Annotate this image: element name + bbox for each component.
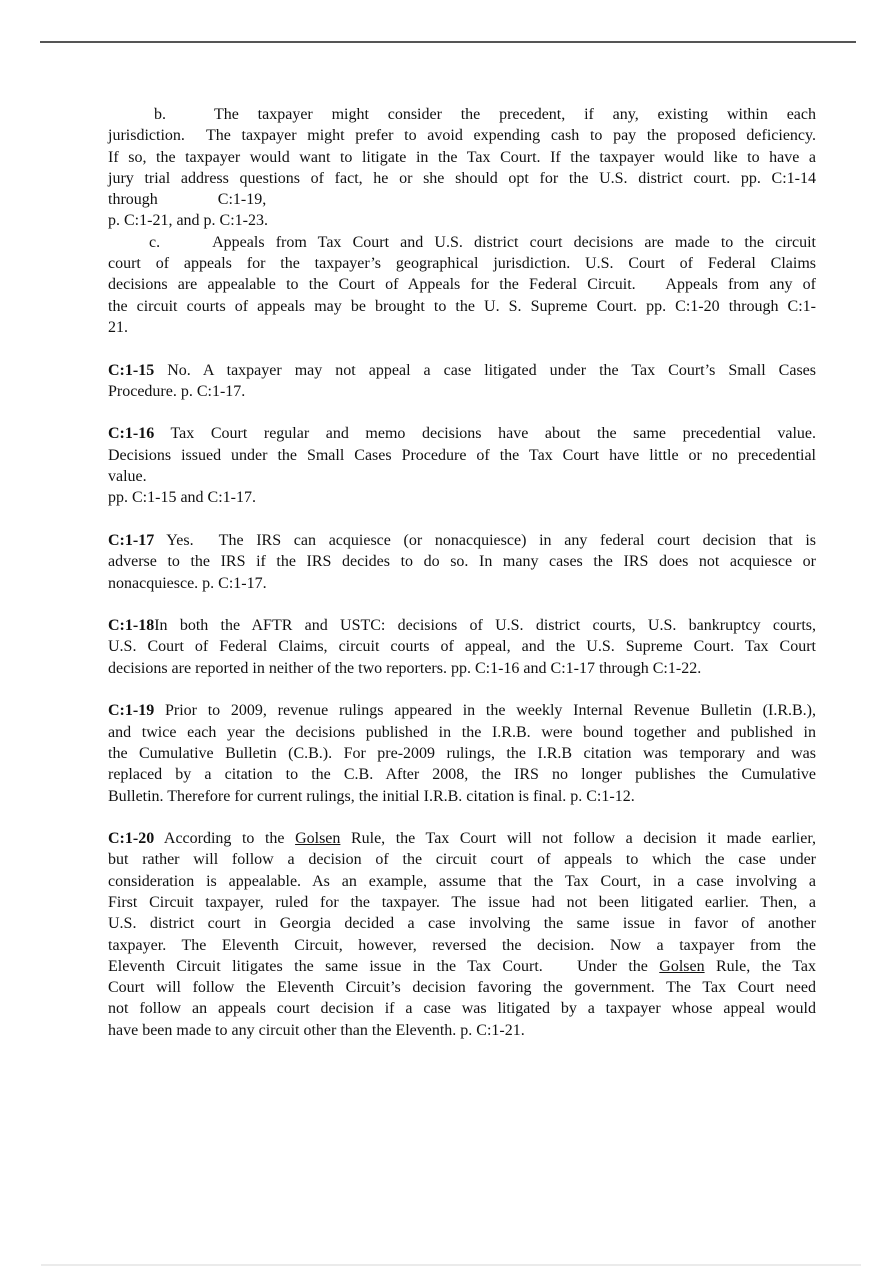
text-line [108, 764, 816, 785]
text-line [108, 530, 816, 551]
text-line [108, 658, 816, 679]
document-body [108, 104, 816, 1041]
text-run: c. [149, 233, 161, 251]
underlined-run: Golsen [659, 957, 705, 975]
text-line [108, 466, 816, 487]
answer-c1-15 [108, 360, 816, 403]
text-run: replaced by a citation to the C.B. After 2008, the IRS no longer publishes the Cumulative [108, 766, 816, 784]
text-line [108, 381, 816, 402]
text-run: taxpayer. The Eleventh Circuit, however, reversed the decision. Now a taxpayer from the [108, 936, 816, 954]
text-run: Prior to 2009, revenue rulings appeared in the weekly Internal Revenue Bulletin (I.R.B.), [154, 702, 816, 720]
text-line [108, 722, 816, 743]
text-line [108, 849, 816, 870]
text-run: not follow an appeals court decision if a case was litigated by a taxpayer whose appeal would [108, 1000, 816, 1018]
text-run: Tax Court regular and memo decisions have about the same precedential value. [154, 425, 816, 443]
answer-item-b [108, 104, 816, 232]
text-line [108, 998, 816, 1019]
text-line [108, 828, 816, 849]
text-line [108, 360, 816, 381]
text-run: Procedure. p. C:1-17. [108, 382, 246, 400]
text-run: C:1-19, [217, 191, 267, 209]
top-horizontal-rule [40, 41, 856, 43]
text-line [108, 956, 816, 977]
bold-run: C:1-17 [108, 531, 155, 549]
text-line [108, 104, 816, 125]
answer-c1-18 [108, 615, 816, 679]
answer-c1-20 [108, 828, 816, 1041]
text-line [108, 743, 816, 764]
text-run: decisions are reported in neither of the two reporters. pp. C:1-16 and C:1-17 through C:1-22. [108, 659, 702, 677]
text-run: nonacquiesce. p. C:1-17. [108, 574, 267, 592]
text-line [108, 892, 816, 913]
text-line [108, 232, 816, 253]
underlined-run: Golsen [295, 830, 341, 848]
text-line [108, 1020, 816, 1041]
text-line [108, 573, 816, 594]
bold-run: C:1-20 [108, 830, 155, 848]
text-line [108, 253, 816, 274]
text-run: but rather will follow a decision of the circuit court of appeals to which the case under [108, 851, 816, 869]
text-run: Yes. The IRS can acquiesce (or nonacquiesce) in any federal court decision that is [154, 531, 816, 549]
text-run: p. C:1-21, and p. C:1-23. [108, 212, 268, 230]
answer-c1-17 [108, 530, 816, 594]
text-run: Rule, the Tax Court will not follow a decision it made earlier, [340, 830, 816, 848]
text-line [108, 871, 816, 892]
text-run: 21. [108, 318, 128, 336]
text-run: According to the [154, 830, 296, 848]
text-run: have been made to any circuit other than the Eleventh. p. C:1-21. [108, 1021, 525, 1039]
text-run: adverse to the IRS if the IRS decides to do so. In many cases the IRS does not acquiesce or [108, 553, 816, 571]
text-run: Eleventh Circuit litigates the same issue in the Tax Court. Under the [108, 957, 660, 975]
text-run: consideration is appealable. As an example, assume that the Tax Court, in a case involving a [108, 872, 816, 890]
text-line [108, 977, 816, 998]
text-line [108, 296, 816, 317]
text-run: and twice each year the decisions published in the I.R.B. were bound together and published in [108, 723, 816, 741]
text-line [108, 423, 816, 444]
text-run: through [108, 191, 158, 209]
text-run: First Circuit taxpayer, ruled for the taxpayer. The issue had not been litigated earlier. Then, a [108, 893, 816, 911]
text-run: value. [108, 468, 147, 486]
text-line [108, 636, 816, 657]
text-run: In both the AFTR and USTC: decisions of U.S. district courts, U.S. bankruptcy courts, [154, 617, 816, 635]
tab-spacer [108, 118, 154, 119]
text-line [108, 615, 816, 636]
text-run: No. A taxpayer may not appeal a case litigated under the Tax Court’s Small Cases [154, 361, 816, 379]
text-line [108, 786, 816, 807]
text-line [108, 935, 816, 956]
text-run: b. [154, 106, 166, 123]
bold-run: C:1-18 [108, 617, 155, 635]
text-run: jury trial address questions of fact, he or she should opt for the U.S. district court. pp. C:1-14 [108, 169, 816, 187]
text-line [108, 147, 816, 168]
bold-run: C:1-15 [108, 361, 155, 379]
text-line [108, 274, 816, 295]
bold-run: C:1-16 [108, 425, 155, 443]
text-run: U.S. district court in Georgia decided a case involving the same issue in favor of another [108, 915, 816, 933]
text-run: Appeals from Tax Court and U.S. district court decisions are made to the circuit [212, 233, 816, 251]
bold-run: C:1-19 [108, 702, 155, 720]
text-line [108, 317, 816, 338]
text-run: U.S. Court of Federal Claims, circuit courts of appeal, and the U.S. Supreme Court. Tax Court [108, 638, 816, 656]
text-line [108, 125, 816, 146]
text-run: Court will follow the Eleventh Circuit’s decision favoring the government. The Tax Court need [108, 979, 816, 997]
text-line [108, 487, 816, 508]
text-run: If so, the taxpayer would want to litigate in the Tax Court. If the taxpayer would like to have a [108, 148, 816, 166]
text-line [108, 551, 816, 572]
text-line [108, 189, 816, 210]
answer-item-c [108, 232, 816, 338]
text-line [108, 913, 816, 934]
text-line [108, 700, 816, 721]
text-run: Decisions issued under the Small Cases Procedure of the Tax Court have little or no precedential [108, 446, 816, 464]
tab-spacer [160, 246, 212, 247]
text-run: The taxpayer might consider the precedent, if any, existing within each [214, 106, 816, 123]
text-run: pp. C:1-15 and C:1-17. [108, 489, 256, 507]
text-run: the Cumulative Bulletin (C.B.). For pre-2009 rulings, the I.R.B citation was temporary and was [108, 744, 816, 762]
text-run: Bulletin. Therefore for current rulings, the initial I.R.B. citation is final. p. C:1-12. [108, 787, 635, 805]
answer-c1-16 [108, 423, 816, 508]
tab-spacer [166, 118, 214, 119]
text-run: decisions are appealable to the Court of Appeals for the Federal Circuit. Appeals from any of [108, 276, 816, 294]
text-run: court of appeals for the taxpayer’s geographical jurisdiction. U.S. Court of Federal Claims [108, 255, 816, 273]
text-line [108, 210, 816, 231]
answer-c1-19 [108, 700, 816, 806]
text-run: jurisdiction. The taxpayer might prefer to avoid expending cash to pay the proposed deficiency. [108, 127, 816, 145]
bottom-horizontal-rule [41, 1264, 861, 1266]
text-line [108, 445, 816, 466]
tab-spacer [108, 246, 149, 247]
text-run: the circuit courts of appeals may be brought to the U. S. Supreme Court. pp. C:1-20 through C:1- [108, 297, 816, 315]
tab-spacer [158, 203, 218, 204]
text-run: Rule, the Tax [704, 957, 816, 975]
text-line [108, 168, 816, 189]
